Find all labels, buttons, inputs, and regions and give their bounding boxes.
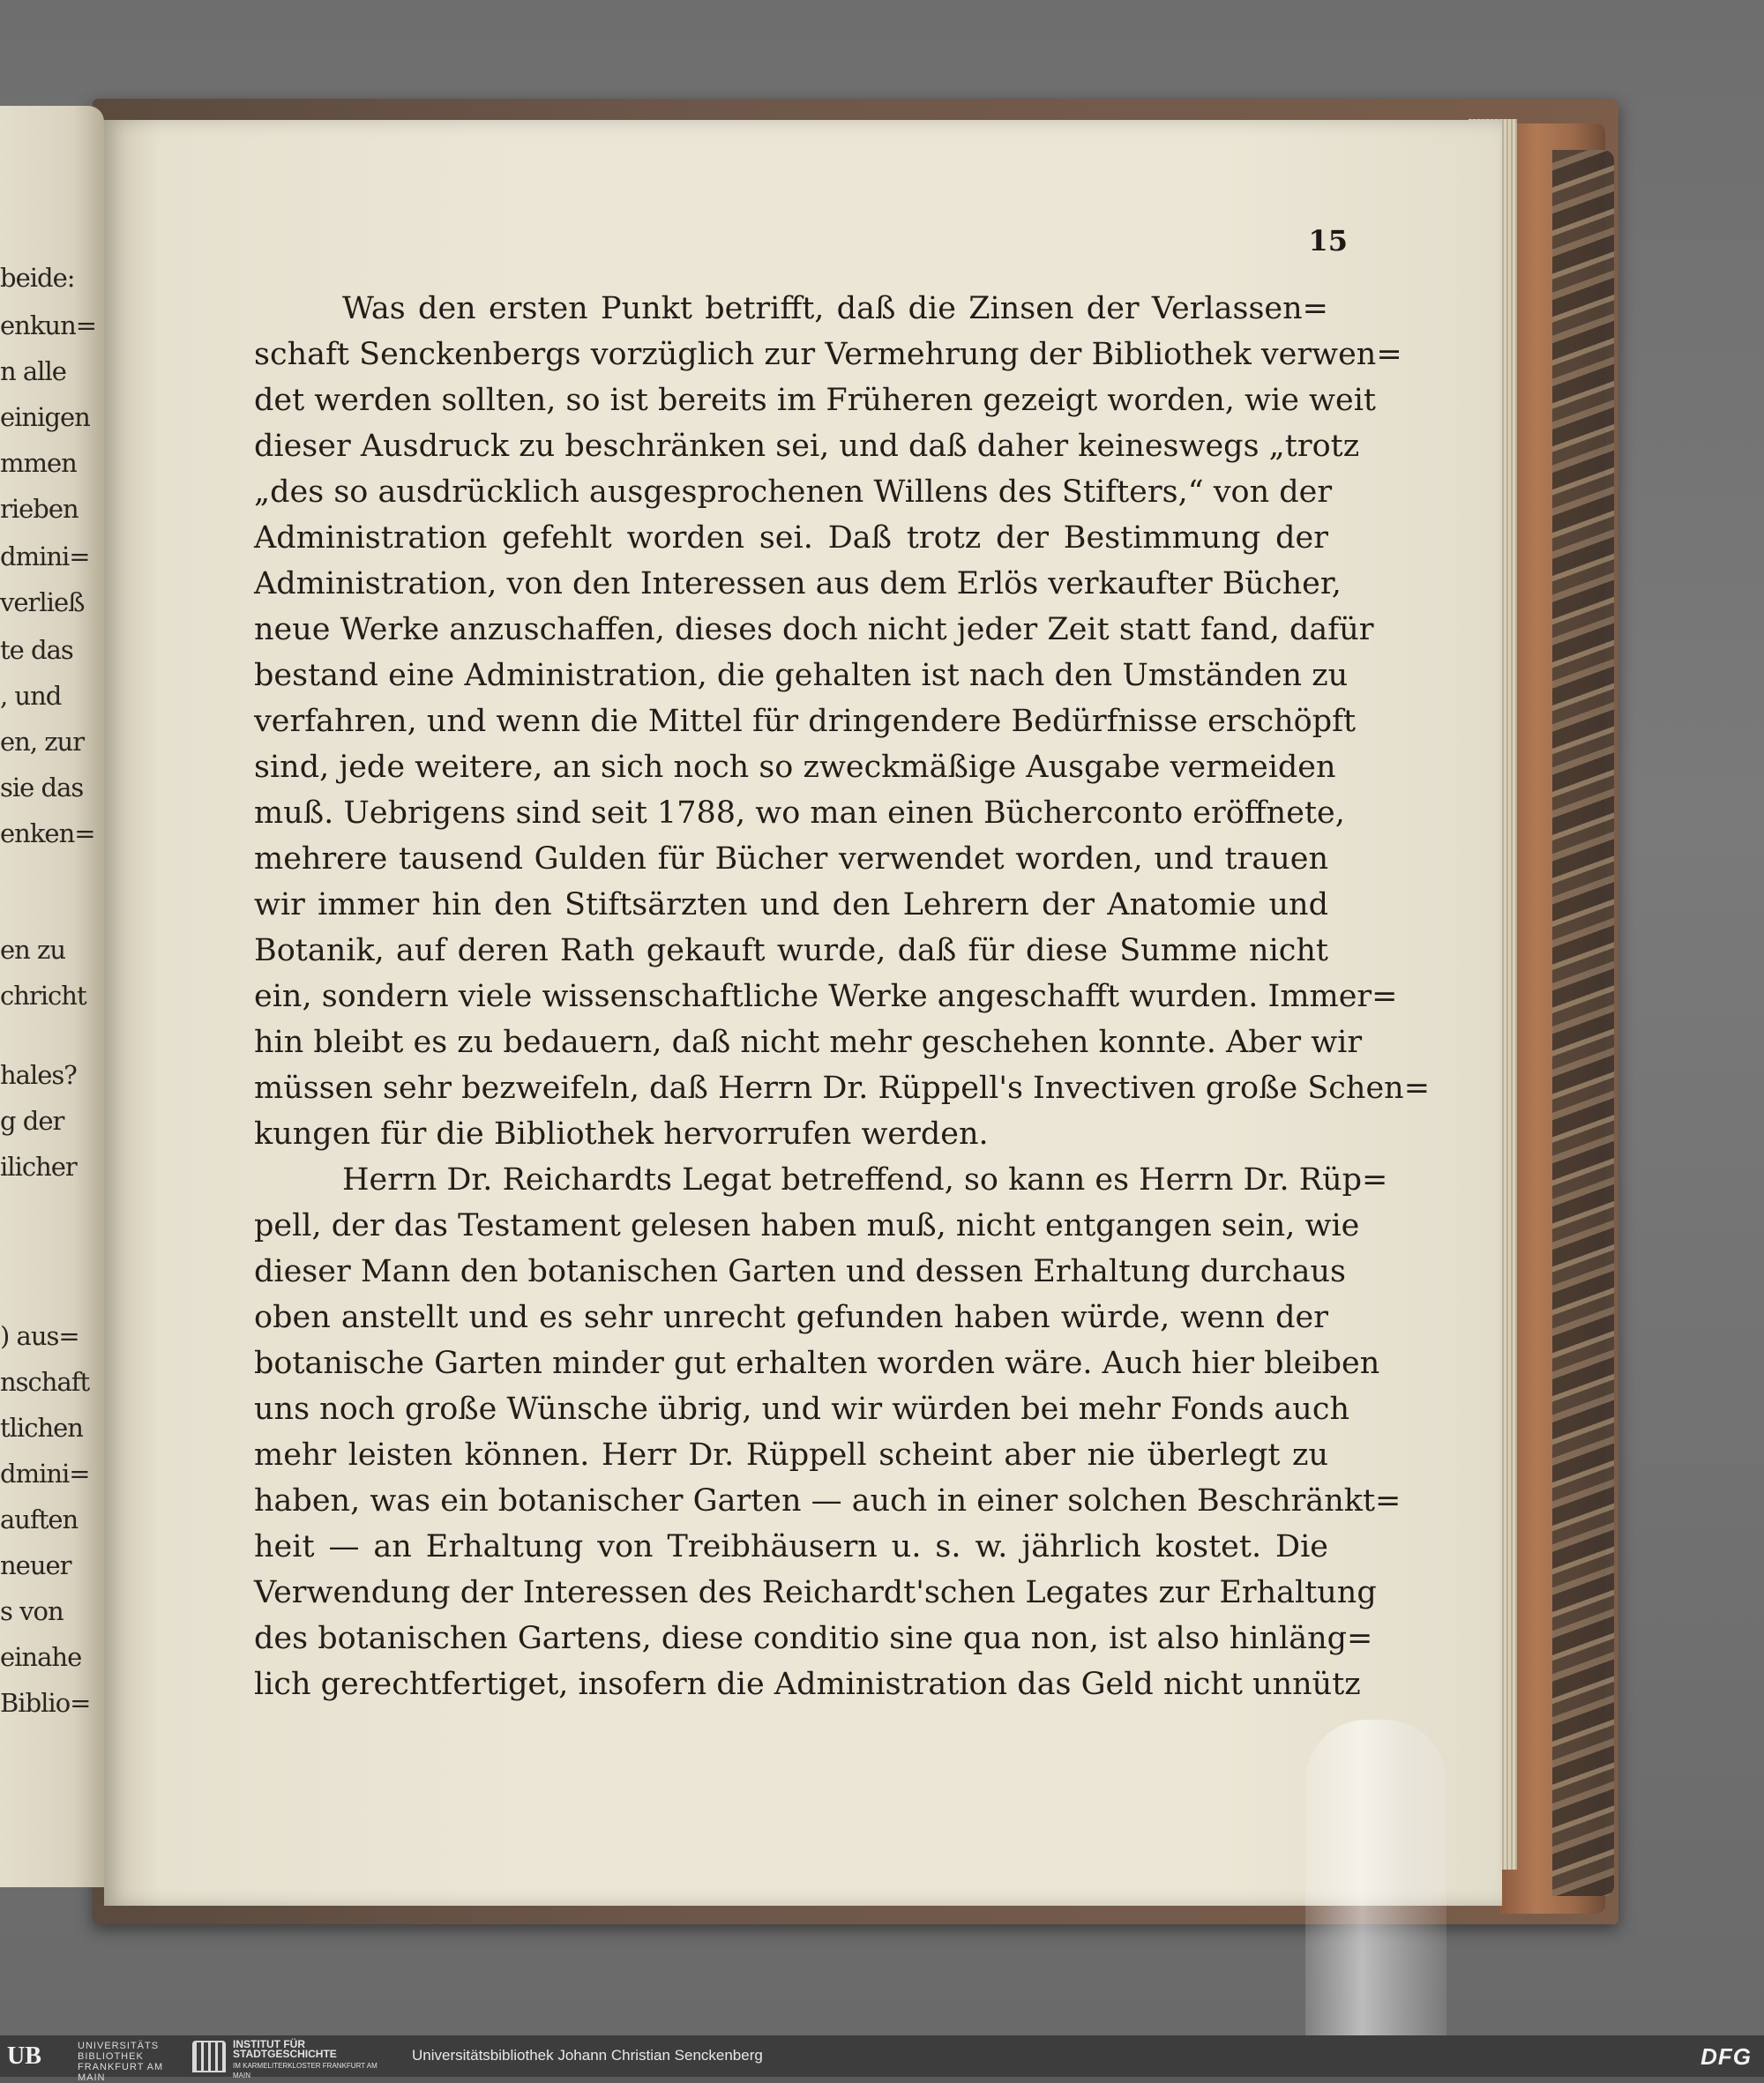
left-page-fragment: te das	[0, 635, 73, 665]
text-line: „des so ausdrücklich ausgesprochenen Willens des Stifters,“ von der	[254, 474, 1333, 510]
text-line: verfahren, und wenn die Mittel für dringendere Bedürfnisse erschöpft	[254, 704, 1357, 739]
institute-building-icon	[192, 2041, 226, 2072]
left-page-fragment: auften	[0, 1504, 78, 1534]
institute-subtitle: IM KARMELITERKLOSTER FRANKFURT AM MAIN	[233, 2062, 377, 2079]
left-page-fragment: Biblio=	[0, 1688, 91, 1718]
left-page-fragment: dmini=	[0, 1459, 90, 1489]
text-line: schaft Senckenbergs vorzüglich zur Vermehrung der Bibliothek verwen=	[254, 337, 1402, 372]
text-line: haben, was ein botanischer Garten — auch in einer solchen Beschränkt=	[254, 1483, 1401, 1519]
dfg-logo: DFG	[1700, 2043, 1752, 2070]
left-page-fragment: en zu	[0, 935, 66, 965]
ub-logo: UB	[7, 2042, 41, 2070]
left-page-fragment: tlichen	[0, 1413, 83, 1443]
left-page-fragment: enken=	[0, 818, 95, 848]
text-line: Herrn Dr. Reichardts Legat betreffend, so kann es Herrn Dr. Rüp=	[342, 1162, 1388, 1198]
text-line: des botanischen Gartens, diese conditio sine qua non, ist also hinläng=	[254, 1621, 1373, 1656]
text-line: hin bleibt es zu bedauern, daß nicht mehr geschehen konnte. Aber wir	[254, 1025, 1363, 1060]
text-line: kungen für die Bibliothek hervorrufen werden.	[254, 1116, 989, 1152]
text-line: mehrere tausend Gulden für Bücher verwendet worden, und trauen	[254, 841, 1328, 877]
left-page	[0, 106, 104, 1887]
left-page-fragment: s von	[0, 1596, 64, 1626]
text-line: neue Werke anzuschaffen, dieses doch nicht jeder Zeit statt fand, dafür	[254, 612, 1374, 647]
text-line: botanische Garten minder gut erhalten worden wäre. Auch hier bleiben	[254, 1346, 1380, 1381]
marbled-cover	[1552, 150, 1614, 1896]
institute-text	[233, 2040, 383, 2080]
text-line: Administration, von den Interessen aus dem Erlös verkaufter Bücher,	[254, 566, 1342, 601]
text-line: Was den ersten Punkt betrifft, daß die Zinsen der Verlassen=	[342, 291, 1328, 326]
left-page-fragment: rieben	[0, 494, 78, 524]
footer-bar	[0, 2035, 1764, 2083]
text-line: det werden sollten, so ist bereits im Früheren gezeigt worden, wie weit	[254, 383, 1376, 418]
text-line: müssen sehr bezweifeln, daß Herrn Dr. Rüppell's Invectiven große Schen=	[254, 1071, 1431, 1106]
text-line: heit — an Erhaltung von Treibhäusern u. s. w. jährlich kostet. Die	[254, 1529, 1328, 1564]
ub-text: UNIVERSITÄTS BIBLIOTHEK FRANKFURT AM MAIN	[78, 2041, 164, 2083]
left-page-fragment: nschaft	[0, 1367, 90, 1397]
text-line: mehr leisten können. Herr Dr. Rüppell scheint aber nie überlegt zu	[254, 1437, 1328, 1473]
text-line: lich gerechtfertiget, insofern die Administration das Geld nicht unnütz	[254, 1667, 1361, 1702]
text-line: muß. Uebrigens sind seit 1788, wo man einen Bücherconto eröffnete,	[254, 795, 1345, 831]
left-page-fragment: n alle	[0, 356, 66, 386]
left-page-fragment: , und	[0, 681, 62, 711]
left-page-fragment: hales?	[0, 1060, 77, 1090]
text-line: Verwendung der Interessen des Reichardt'schen Legates zur Erhaltung	[254, 1575, 1377, 1610]
left-page-fragment: neuer	[0, 1550, 71, 1580]
left-page-fragment: mmen	[0, 448, 77, 478]
left-page-fragment: g der	[0, 1106, 64, 1136]
text-line: ein, sondern viele wissenschaftliche Werke angeschafft wurden. Immer=	[254, 979, 1398, 1014]
text-line: dieser Mann den botanischen Garten und dessen Erhaltung durchaus	[254, 1254, 1346, 1289]
page-number: 15	[1308, 224, 1348, 258]
plastic-strip	[1305, 1720, 1446, 2046]
left-page-fragment: beide:	[0, 263, 75, 293]
left-page-fragment: chricht	[0, 981, 86, 1011]
text-line: wir immer hin den Stiftsärzten und den Lehrern der Anatomie und	[254, 887, 1328, 922]
text-line: Administration gefehlt worden sei. Daß trotz der Bestimmung der	[254, 520, 1328, 556]
institute-title: INSTITUT FÜR STADTGESCHICHTE	[233, 2038, 337, 2060]
left-page-fragment: sie das	[0, 773, 84, 803]
left-page-fragment: ilicher	[0, 1152, 77, 1182]
left-page-fragment: enkun=	[0, 310, 97, 340]
left-page-fragment: verließ	[0, 587, 85, 617]
text-line: uns noch große Wünsche übrig, und wir würden bei mehr Fonds auch	[254, 1392, 1349, 1427]
text-line: dieser Ausdruck zu beschränken sei, und daß daher keineswegs „trotz	[254, 429, 1360, 464]
text-line: sind, jede weitere, an sich noch so zweckmäßige Ausgabe vermeiden	[254, 750, 1336, 785]
left-page-fragment: en, zur	[0, 727, 85, 757]
left-page-fragment: dmini=	[0, 541, 90, 571]
library-name: Universitätsbibliothek Johann Christian Senckenberg	[412, 2047, 763, 2064]
text-line: pell, der das Testament gelesen haben muß, nicht entgangen sein, wie	[254, 1208, 1360, 1243]
text-line: Botanik, auf deren Rath gekauft wurde, daß für diese Summe nicht	[254, 933, 1328, 968]
left-page-fragment: einigen	[0, 402, 90, 432]
text-line: bestand eine Administration, die gehalten ist nach den Umständen zu	[254, 658, 1349, 693]
left-page-fragment: ) aus=	[0, 1321, 79, 1351]
left-page-fragment: einahe	[0, 1642, 82, 1672]
text-line: oben anstellt und es sehr unrecht gefunden haben würde, wenn der	[254, 1300, 1328, 1335]
